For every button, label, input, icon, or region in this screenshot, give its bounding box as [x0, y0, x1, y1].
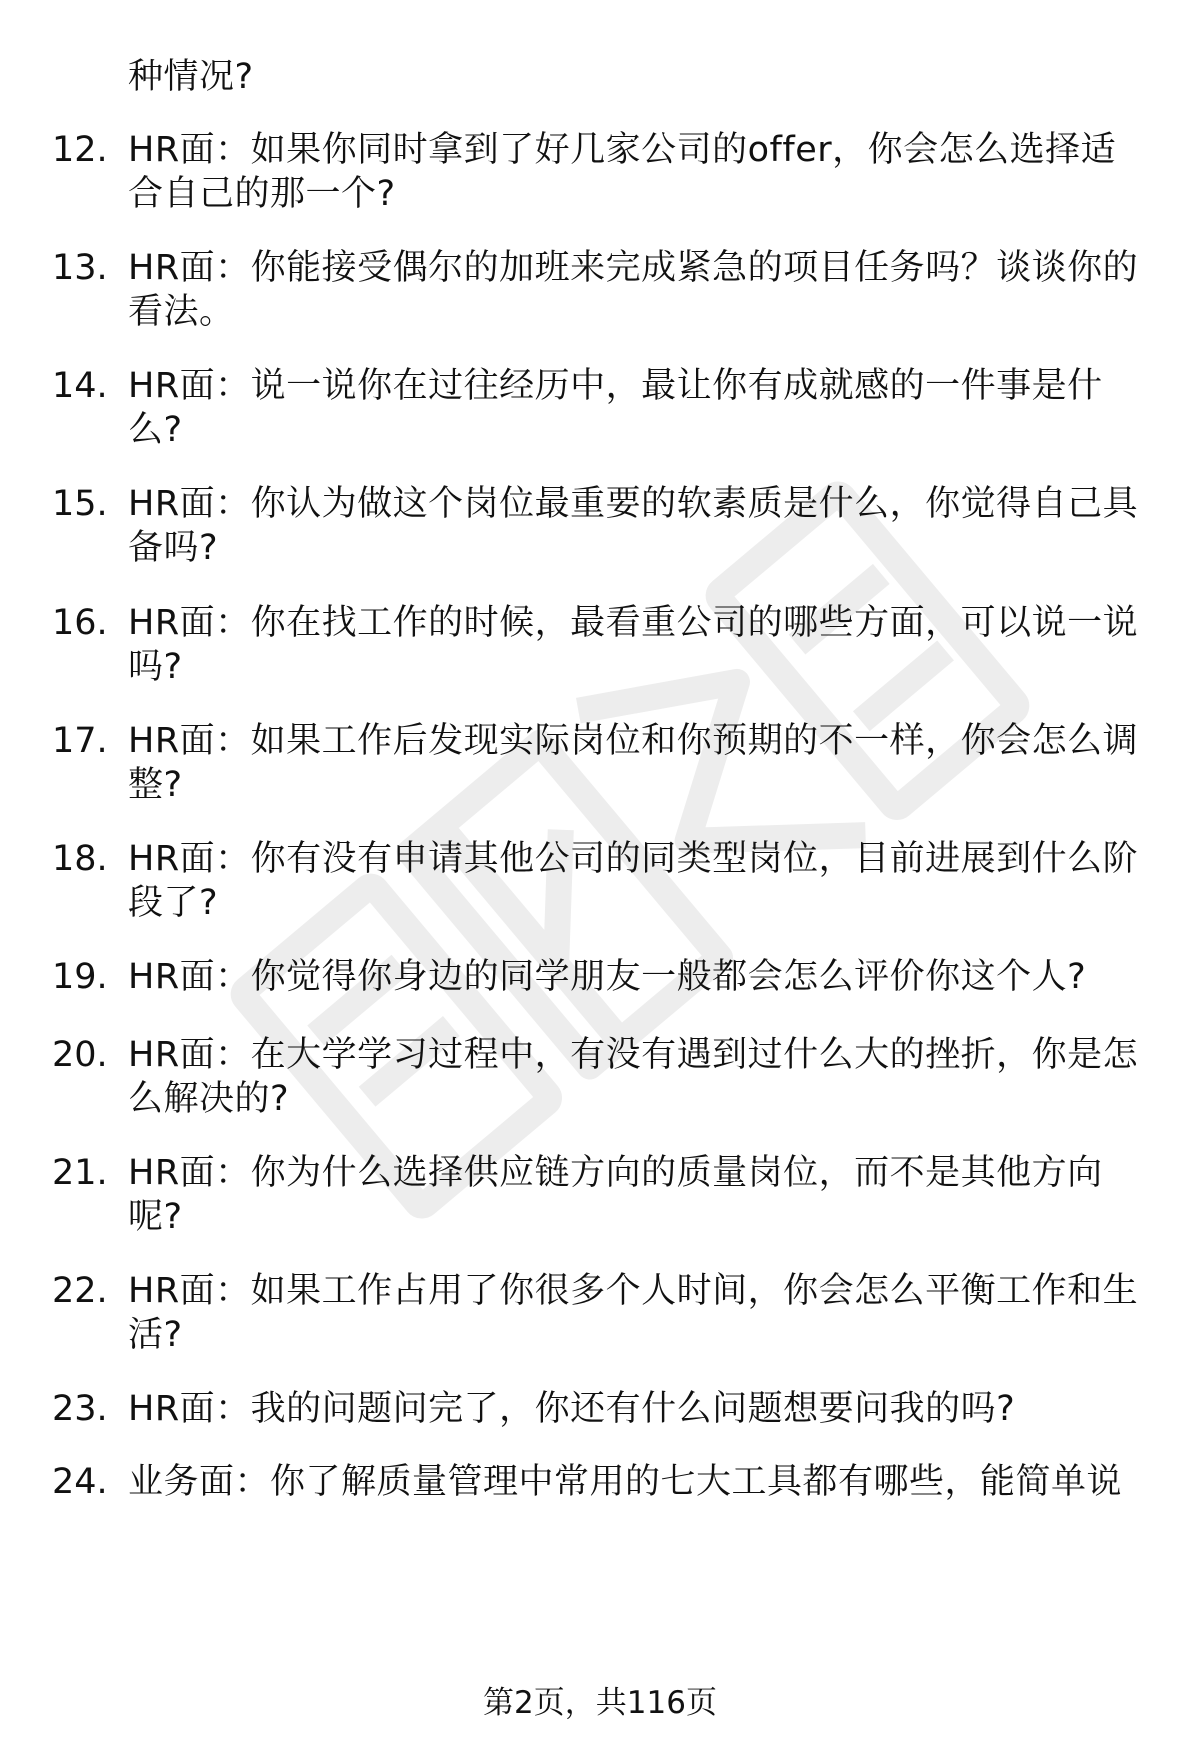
- item-text-line-2: 吗?: [128, 647, 183, 687]
- item-number: 19.: [52, 957, 108, 997]
- item-text-line-1: HR面：在大学学习过程中，有没有遇到过什么大的挫折，你是怎: [128, 1035, 1139, 1075]
- item-text-line-2: 合自己的那一个?: [128, 174, 396, 214]
- item-text-line-1: HR面：你在找工作的时候，最看重公司的哪些方面，可以说一说: [128, 603, 1139, 643]
- item-number: 16.: [52, 603, 108, 643]
- page-footer: 第2页，共116页: [483, 1685, 717, 1721]
- item-number: 24.: [52, 1462, 108, 1502]
- item-text-line-1: HR面：我的问题问完了，你还有什么问题想要问我的吗?: [128, 1389, 1016, 1429]
- item-text-line-2: 么解决的?: [128, 1079, 290, 1119]
- item-text-line-1: HR面：如果工作后发现实际岗位和你预期的不一样，你会怎么调: [128, 721, 1139, 761]
- item-text-line-1: HR面：你为什么选择供应链方向的质量岗位，而不是其他方向: [128, 1153, 1103, 1193]
- item-number: 14.: [52, 366, 108, 406]
- item-number: 17.: [52, 721, 108, 761]
- item-number: 13.: [52, 248, 108, 288]
- item-number: 23.: [52, 1389, 108, 1429]
- item-text-line-2: 看法。: [128, 292, 235, 332]
- item-number: 22.: [52, 1271, 108, 1311]
- item-text-line-2: 呢?: [128, 1197, 183, 1237]
- item-text-line-1: HR面：你觉得你身边的同学朋友一般都会怎么评价你这个人?: [128, 957, 1087, 997]
- item-text-line-1: HR面：说一说你在过往经历中，最让你有成就感的一件事是什: [128, 366, 1103, 406]
- item-text-line-1: HR面：如果工作占用了你很多个人时间，你会怎么平衡工作和生: [128, 1271, 1139, 1311]
- item-number: 15.: [52, 484, 108, 524]
- item-number: 21.: [52, 1153, 108, 1193]
- item-text-line-1: 业务面：你了解质量管理中常用的七大工具都有哪些，能简单说: [128, 1462, 1123, 1502]
- item-text-line-2: 么?: [128, 410, 183, 450]
- item-number: 20.: [52, 1035, 108, 1075]
- item-number: 12.: [52, 130, 108, 170]
- item-text-line-2: 活?: [128, 1315, 183, 1355]
- item-text-line-2: 整?: [128, 765, 183, 805]
- item-text-line-1: HR面：你认为做这个岗位最重要的软素质是什么，你觉得自己具: [128, 484, 1139, 524]
- item-text-line-1: HR面：你能接受偶尔的加班来完成紧急的项目任务吗？谈谈你的: [128, 248, 1139, 288]
- item-text-line-2: 段了?: [128, 883, 219, 923]
- item-text-line-2: 备吗?: [128, 528, 219, 568]
- continuation-text: 种情况?: [128, 57, 254, 97]
- item-text-line-1: HR面：你有没有申请其他公司的同类型岗位，目前进展到什么阶: [128, 839, 1139, 879]
- item-text-line-1: HR面：如果你同时拿到了好几家公司的offer，你会怎么选择适: [128, 130, 1117, 170]
- item-number: 18.: [52, 839, 108, 879]
